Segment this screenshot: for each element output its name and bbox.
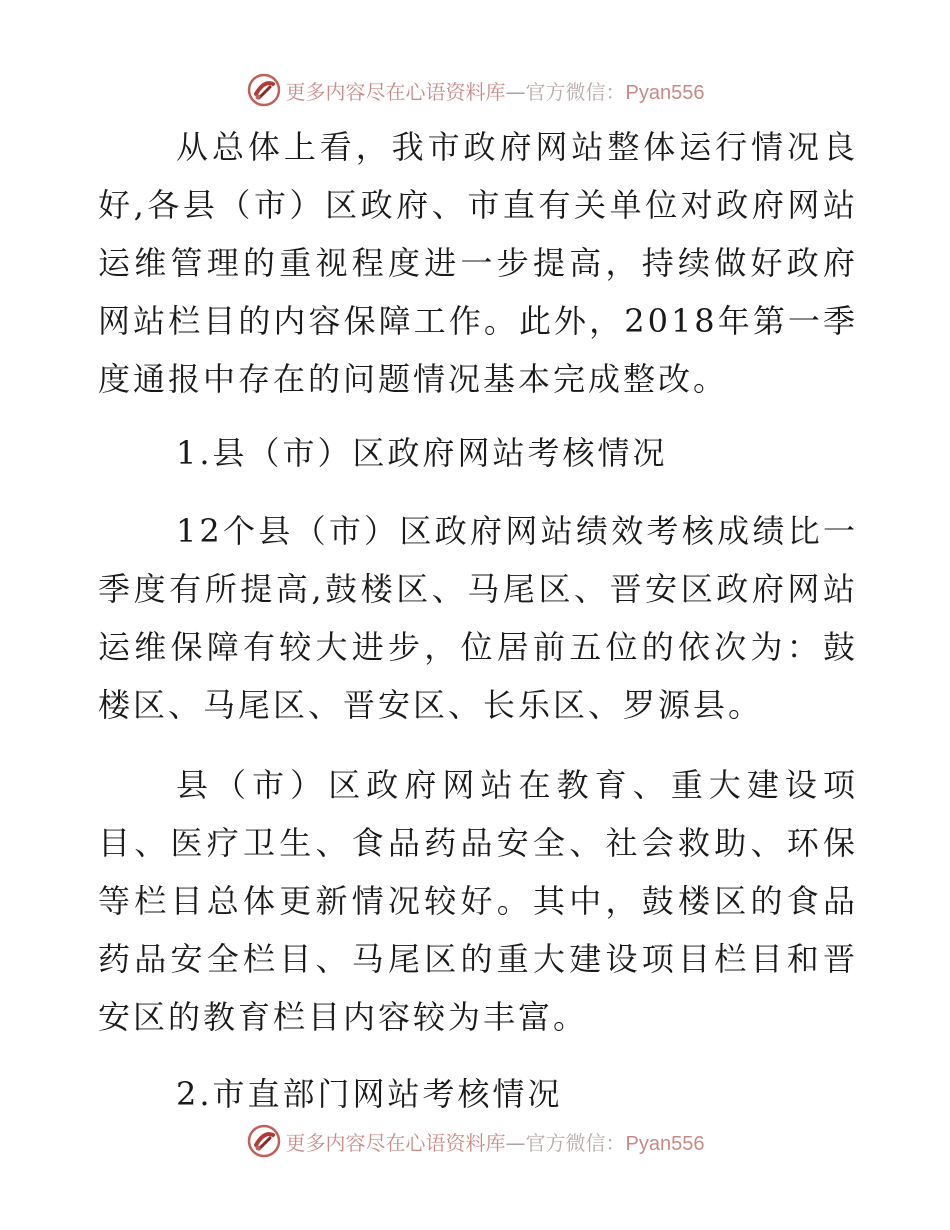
header-watermark-banner bbox=[0, 71, 950, 109]
watermark-wechat-id: Pyan556 bbox=[625, 81, 705, 104]
paragraph-county-columns: 县（市）区政府网站在教育、重大建设项目、医疗卫生、食品药品安全、社会救助、环保等栏目总体更新情况较好。其中，鼓楼区的食品药品安全栏目、马尾区的重大建设项目栏目和晋安区的教育栏目内容较为丰富。 bbox=[98, 766, 858, 1036]
watermark-main: 更多内容尽在心语资料库 bbox=[285, 79, 506, 104]
brand-logo-icon bbox=[246, 1123, 282, 1159]
watermark-wechat-label: 官方微信： bbox=[525, 79, 626, 104]
watermark-wechat-label: 官方微信： bbox=[525, 1130, 626, 1155]
brand-logo-icon bbox=[246, 72, 282, 108]
section-heading-municipal: 2.市直部门网站考核情况 bbox=[176, 1075, 563, 1113]
watermark-main: 更多内容尽在心语资料库 bbox=[285, 1130, 506, 1155]
watermark-text bbox=[286, 76, 705, 105]
watermark-text bbox=[286, 1127, 705, 1156]
section-heading-county: 1.县（市）区政府网站考核情况 bbox=[176, 434, 668, 472]
watermark-wechat-id: Pyan556 bbox=[625, 1132, 705, 1155]
footer-watermark-banner bbox=[0, 1122, 950, 1160]
watermark-separator: — bbox=[505, 79, 526, 104]
paragraph-overview: 从总体上看，我市政府网站整体运行情况良好,各县（市）区政府、市直有关单位对政府网站运维管理的重视程度进一步提高，持续做好政府网站栏目的内容保障工作。此外，2018年第一季度通报中存在的问题情况基本完成整改。 bbox=[98, 128, 858, 398]
watermark-separator: — bbox=[505, 1130, 526, 1155]
paragraph-county-ranking: 12个县（市）区政府网站绩效考核成绩比一季度有所提高,鼓楼区、马尾区、晋安区政府网站运维保障有较大进步，位居前五位的依次为：鼓楼区、马尾区、晋安区、长乐区、罗源县。 bbox=[98, 512, 858, 724]
